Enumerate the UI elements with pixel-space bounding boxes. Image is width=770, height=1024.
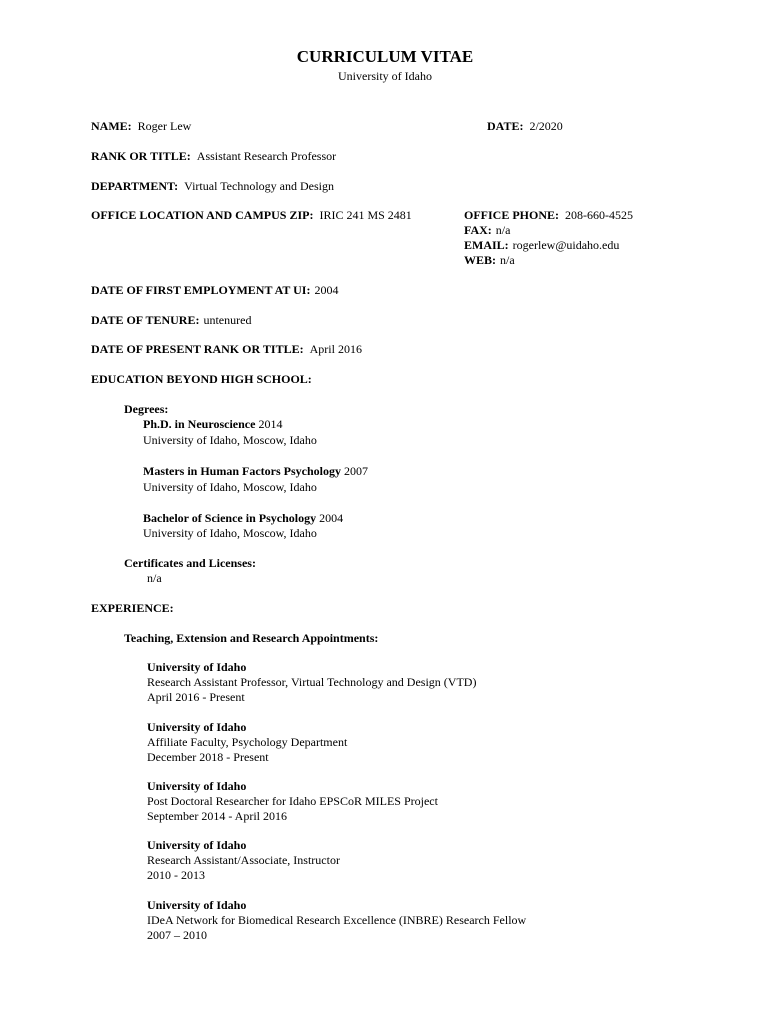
appointment-role: Research Assistant/Associate, Instructor <box>147 853 340 867</box>
appointment-role: Research Assistant Professor, Virtual Technology and Design (VTD) <box>147 675 477 689</box>
appointment-dates: 2010 - 2013 <box>147 868 205 882</box>
date-label: DATE: <box>487 119 524 133</box>
fax-value: n/a <box>495 223 511 237</box>
date-line <box>487 119 563 134</box>
office-value: IRIC 241 MS 2481 <box>319 208 412 222</box>
appointment-dates: 2007 – 2010 <box>147 928 207 942</box>
fax-label: FAX: <box>464 223 492 237</box>
degree-institution: University of Idaho, Moscow, Idaho <box>143 526 317 540</box>
tenure-value: untenured <box>203 313 252 327</box>
email-label: EMAIL: <box>464 238 509 252</box>
email-value: rogerlew@uidaho.edu <box>512 238 620 252</box>
degree-year: 2014 <box>258 417 283 431</box>
appointment-dates: April 2016 - Present <box>147 690 245 704</box>
appointments-subheading: Teaching, Extension and Research Appointments: <box>124 631 379 645</box>
office-line <box>91 208 412 223</box>
appointment-dates: December 2018 - Present <box>147 750 269 764</box>
present-rank-label: DATE OF PRESENT RANK OR TITLE: <box>91 342 304 356</box>
rank-value: Assistant Research Professor <box>196 149 337 163</box>
first-employment-value: 2004 <box>314 283 339 297</box>
degree-institution: University of Idaho, Moscow, Idaho <box>143 433 317 447</box>
web-line <box>464 253 515 268</box>
name-label: NAME: <box>91 119 132 133</box>
certificates-value: n/a <box>147 571 162 585</box>
web-label: WEB: <box>464 253 497 267</box>
degree-title: Ph.D. in Neuroscience <box>143 417 256 431</box>
name-line <box>91 119 191 134</box>
fax-line <box>464 223 510 238</box>
appointment-institution: University of Idaho <box>147 660 247 674</box>
degree-year: 2004 <box>319 511 344 525</box>
education-heading: EDUCATION BEYOND HIGH SCHOOL: <box>91 372 312 386</box>
certificates-label: Certificates and Licenses: <box>124 556 256 570</box>
date-value: 2/2020 <box>529 119 563 133</box>
appointment-dates: September 2014 - April 2016 <box>147 809 287 823</box>
appointment-institution: University of Idaho <box>147 720 247 734</box>
degree-line <box>143 464 368 479</box>
present-rank-line <box>91 342 362 357</box>
name-value: Roger Lew <box>137 119 192 133</box>
experience-heading: EXPERIENCE: <box>91 601 174 615</box>
appointment-institution: University of Idaho <box>147 898 247 912</box>
department-label: DEPARTMENT: <box>91 179 179 193</box>
degree-institution: University of Idaho, Moscow, Idaho <box>143 480 317 494</box>
department-value: Virtual Technology and Design <box>184 179 334 193</box>
phone-value: 208-660-4525 <box>565 208 633 222</box>
degree-line <box>143 511 343 526</box>
appointment-institution: University of Idaho <box>147 779 247 793</box>
office-label: OFFICE LOCATION AND CAMPUS ZIP: <box>91 208 314 222</box>
degrees-label: Degrees: <box>124 402 169 416</box>
degree-title: Bachelor of Science in Psychology <box>143 511 317 525</box>
degree-line <box>143 417 282 432</box>
web-value: n/a <box>500 253 515 267</box>
appointment-role: IDeA Network for Biomedical Research Excellence (INBRE) Research Fellow <box>147 913 527 927</box>
degree-title: Masters in Human Factors Psychology <box>143 464 341 478</box>
appointment-role: Post Doctoral Researcher for Idaho EPSCoR MILES Project <box>147 794 438 808</box>
rank-label: RANK OR TITLE: <box>91 149 191 163</box>
appointment-institution: University of Idaho <box>147 838 247 852</box>
tenure-line <box>91 313 251 328</box>
first-employment-label: DATE OF FIRST EMPLOYMENT AT UI: <box>91 283 311 297</box>
department-line <box>91 179 334 194</box>
email-line <box>464 238 619 253</box>
rank-line <box>91 149 336 164</box>
phone-line <box>464 208 633 223</box>
document-subtitle: University of Idaho <box>338 69 432 83</box>
document-title: CURRICULUM VITAE <box>296 47 474 66</box>
degree-year: 2007 <box>343 464 368 478</box>
phone-label: OFFICE PHONE: <box>464 208 559 222</box>
tenure-label: DATE OF TENURE: <box>91 313 200 327</box>
present-rank-value: April 2016 <box>309 342 362 356</box>
appointment-role: Affiliate Faculty, Psychology Department <box>147 735 348 749</box>
first-employment-line <box>91 283 338 298</box>
